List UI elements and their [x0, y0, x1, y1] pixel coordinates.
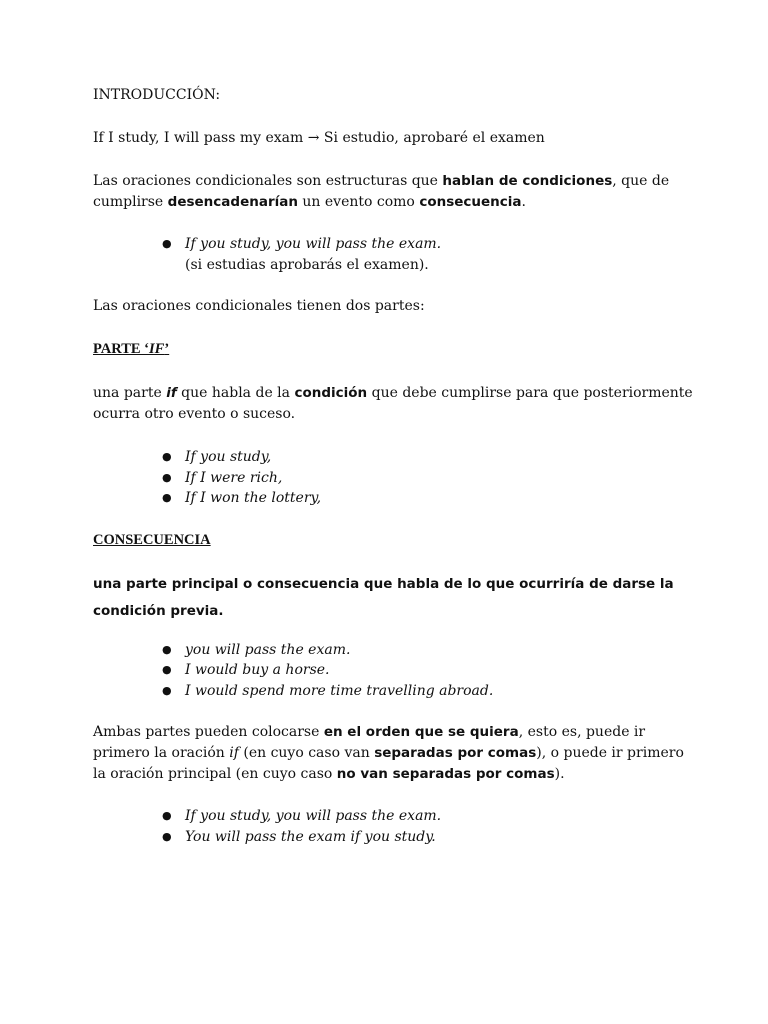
intro-example-list	[93, 234, 693, 275]
orden-text-2: , esto es, puede ir primero la oración	[93, 724, 646, 761]
parte-if-heading-suffix: ’	[164, 341, 170, 357]
consecuencia-item: I would spend more time travelling abroad.	[185, 682, 494, 699]
intro-text-3: un evento como	[297, 194, 420, 210]
consecuencia-description: una parte principal o consecuencia que habla de lo que ocurriría de darse la condición previa.	[93, 575, 674, 619]
orden-bold-1: en el orden que se quiera	[323, 724, 519, 740]
list-item	[162, 234, 693, 275]
parte-if-description	[93, 383, 693, 425]
bullet-icon: ●	[162, 663, 172, 676]
orden-bold-3: no van separadas por comas	[336, 766, 555, 782]
orden-text-5: ).	[554, 766, 565, 782]
parte-if-item: If you study,	[185, 449, 272, 465]
bullet-icon: ●	[162, 450, 172, 463]
parte-if-text-2: que habla de la	[176, 385, 295, 401]
list-item	[162, 827, 693, 848]
intro-list-translation: (si estudias aprobarás el examen).	[185, 256, 429, 273]
bullet-icon: ●	[162, 809, 172, 822]
bullet-icon: ●	[162, 491, 172, 504]
parte-if-bold: condición	[294, 385, 368, 401]
parte-if-heading	[93, 339, 693, 360]
list-item	[162, 660, 693, 681]
intro-parts-text: Las oraciones condicionales tienen dos partes:	[93, 298, 425, 314]
bullet-icon: ●	[162, 683, 172, 697]
intro-text-1: Las oraciones condicionales son estructuras que	[93, 173, 443, 189]
orden-text-4: ), o puede ir primero la oración principal (en cuyo caso	[93, 745, 684, 782]
intro-text-2: , que de cumplirse	[93, 173, 670, 210]
list-item	[162, 681, 693, 702]
orden-paragraph	[93, 722, 693, 785]
orden-item: You will pass the exam if you study.	[185, 828, 436, 845]
bullet-icon: ●	[162, 237, 172, 250]
orden-bold-2: separadas por comas	[374, 745, 537, 761]
list-item	[162, 447, 693, 468]
consecuencia-item: I would buy a horse.	[185, 662, 330, 678]
bullet-icon: ●	[162, 829, 172, 843]
intro-bold-1: hablan de condiciones	[442, 173, 613, 189]
orden-item: If you study, you will pass the exam.	[185, 808, 442, 824]
parte-if-text-1: una parte	[93, 385, 167, 401]
parte-if-heading-if: IF	[149, 341, 165, 357]
intro-bold-2: desencadenarían	[167, 194, 298, 210]
list-item	[162, 640, 693, 661]
list-item	[162, 806, 693, 827]
intro-example: If I study, I will pass my exam → Si estudio, aprobaré el examen	[93, 130, 545, 146]
intro-list-item: If you study, you will pass the exam.	[185, 236, 442, 252]
parte-if-heading-prefix: PARTE ‘	[93, 341, 150, 357]
parte-if-text-3: que debe cumplirse para que posteriormente ocurra otro evento o suceso.	[93, 385, 693, 422]
orden-list	[93, 806, 693, 847]
list-item	[162, 488, 693, 509]
list-item	[162, 468, 693, 489]
parte-if-item: If I were rich,	[185, 469, 283, 486]
bullet-icon: ●	[162, 470, 172, 484]
orden-text-1: Ambas partes pueden colocarse	[93, 724, 324, 740]
document-page	[93, 85, 693, 847]
consecuencia-heading: CONSECUENCIA	[93, 531, 211, 548]
intro-paragraph	[93, 171, 693, 213]
intro-bold-3: consecuencia	[419, 194, 522, 210]
consecuencia-list	[93, 640, 693, 702]
parte-if-list	[93, 447, 693, 509]
bullet-icon: ●	[162, 642, 172, 656]
consecuencia-item: you will pass the exam.	[185, 641, 351, 658]
intro-text-4: .	[521, 194, 526, 210]
orden-italic-if: if	[229, 745, 239, 761]
parte-if-if: if	[166, 385, 177, 401]
intro-title: INTRODUCCIÓN:	[93, 87, 221, 103]
orden-text-3: (en cuyo caso van	[238, 745, 375, 761]
parte-if-item: If I won the lottery,	[185, 490, 322, 506]
